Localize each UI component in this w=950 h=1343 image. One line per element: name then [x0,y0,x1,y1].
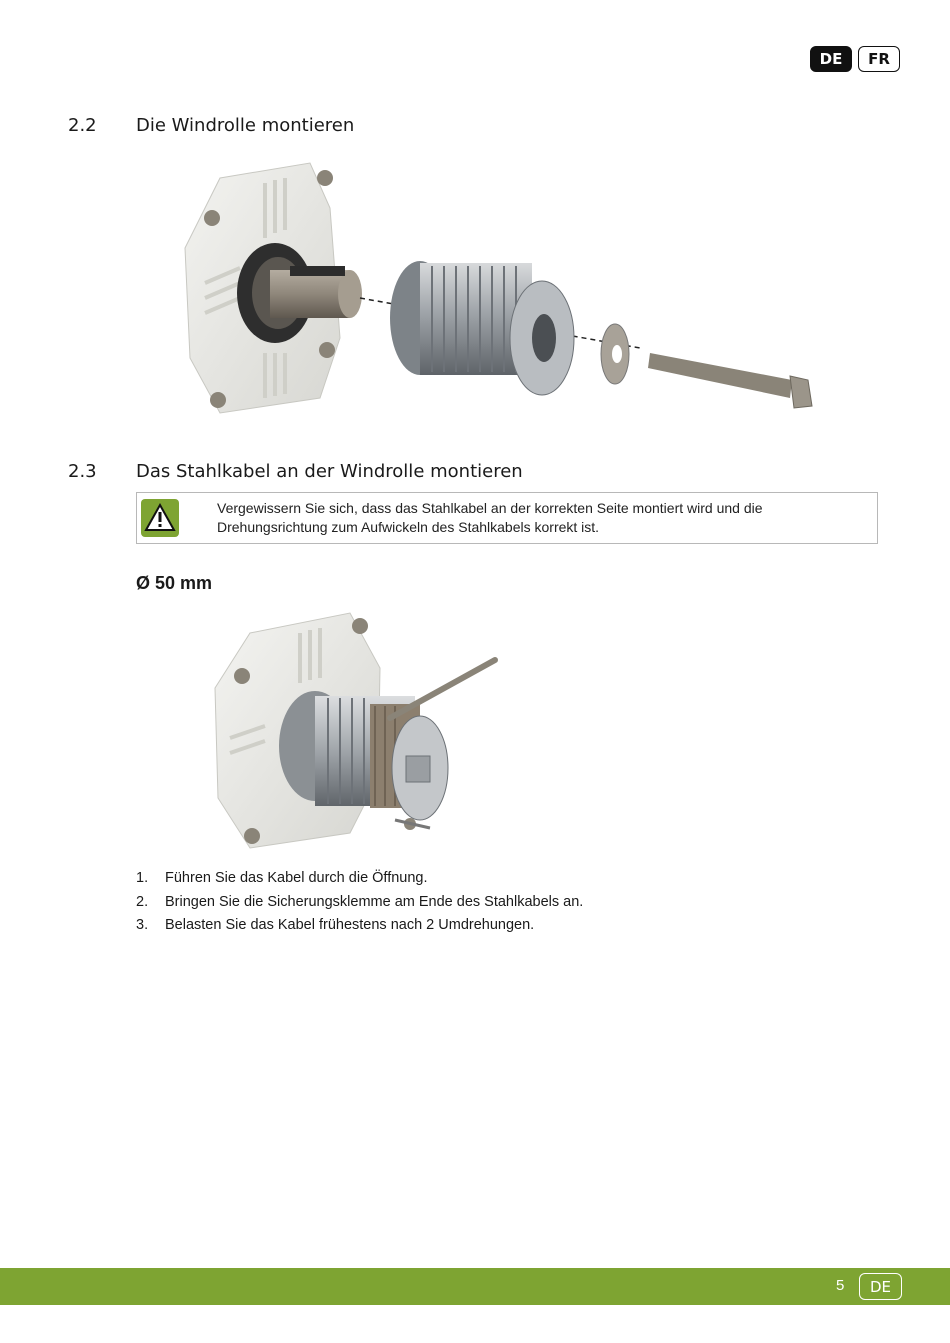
language-fr-button[interactable]: FR [858,46,900,72]
warning-triangle-icon [141,499,179,537]
exploded-assembly-illustration [180,158,820,423]
section-2-2-heading [68,115,354,136]
warning-text-line-2: Drehungsrichtung zum Aufwickeln des Stahlkabels korrekt ist. [217,519,600,535]
language-de-button[interactable]: DE [810,46,852,72]
footer-language-badge: DE [859,1273,902,1300]
step-number: 2. [136,893,149,910]
footer-bar [0,1268,950,1305]
list-item [136,917,583,941]
list-item [136,870,583,894]
section-title: Das Stahlkabel an der Windrolle montieren [136,461,523,482]
step-text: Führen Sie das Kabel durch die Öffnung. [165,870,428,886]
step-number: 1. [136,870,149,886]
steps-list [136,870,583,941]
section-number: 2.3 [68,461,97,482]
page-number: 5 [836,1277,845,1294]
step-text: Bringen Sie die Sicherungsklemme am Ende des Stahlkabels an. [165,893,584,910]
cable-drum-illustration [210,608,510,856]
step-text: Belasten Sie das Kabel frühestens nach 2 Umdrehungen. [165,917,535,933]
warning-text [211,493,827,543]
section-2-3-heading [68,461,523,482]
warning-box [136,492,878,544]
warning-text-line-1: Vergewissern Sie sich, dass das Stahlkabel an der korrekten Seite montiert wird und die [217,500,763,516]
step-number: 3. [136,917,149,933]
warning-icon-cell [137,493,211,543]
section-title: Die Windrolle montieren [136,115,355,136]
diameter-subheading: Ø 50 mm [136,573,213,593]
section-number: 2.2 [68,115,97,136]
language-switch [810,46,900,72]
list-item [136,894,583,918]
